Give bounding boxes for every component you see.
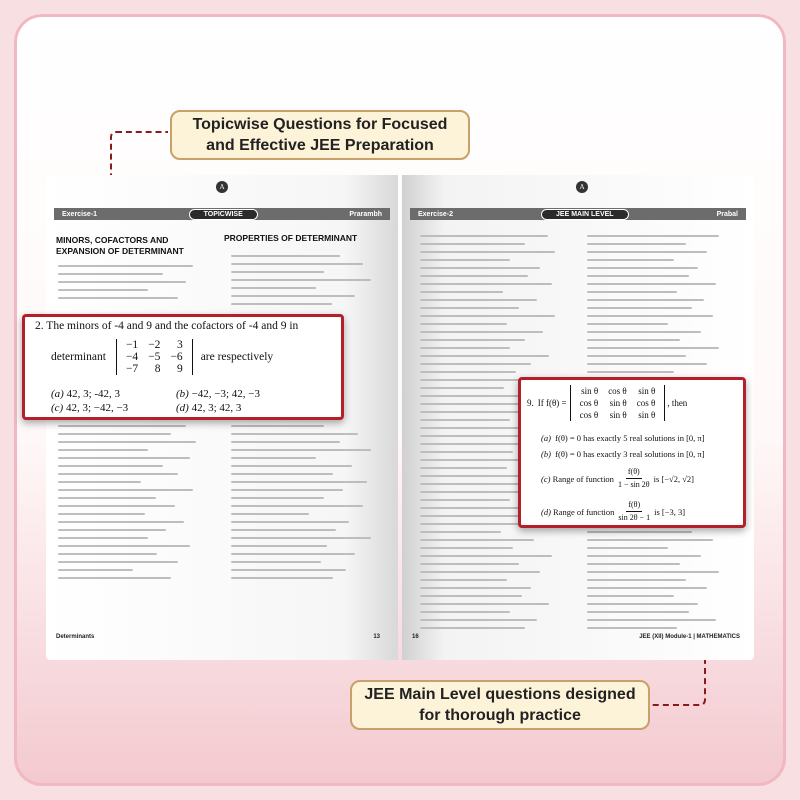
left-section-minors-line-2: EXPANSION OF DETERMINANT bbox=[56, 246, 184, 256]
question-9-zoom bbox=[518, 377, 746, 528]
matrix-cell: sin θ bbox=[638, 386, 656, 396]
left-page-number: 13 bbox=[373, 634, 380, 640]
right-band-right: Prabal bbox=[716, 210, 738, 218]
fraction-numerator: f(θ) bbox=[626, 499, 642, 512]
option-label: (a) bbox=[541, 433, 551, 443]
left-column-2-text bbox=[231, 255, 386, 311]
fraction-denominator: 1 − sin 2θ bbox=[617, 480, 650, 489]
option-text: 42, 3; -42, 3 bbox=[66, 388, 121, 400]
question-2-matrix bbox=[116, 339, 193, 375]
left-band-title: TOPICWISE bbox=[189, 209, 258, 220]
option-text: Range of function bbox=[553, 506, 615, 517]
matrix-cell: −4 bbox=[125, 351, 139, 363]
question-9-option bbox=[541, 448, 705, 460]
option-text: is [−3, 3] bbox=[654, 506, 686, 517]
question-2-stem: The minors of -4 and 9 and the cofactors of -4 and 9 in bbox=[46, 320, 299, 332]
left-column-1-text bbox=[58, 265, 208, 305]
matrix-cell: −5 bbox=[148, 351, 161, 363]
callout-jee-main-line-2: for thorough practice bbox=[419, 707, 581, 724]
question-9-tail: , then bbox=[667, 398, 688, 408]
question-9-matrix bbox=[570, 385, 666, 421]
callout-topicwise-line-2: and Effective JEE Preparation bbox=[206, 137, 434, 154]
option-text: Range of function bbox=[552, 473, 614, 484]
matrix-cell: sin θ bbox=[581, 386, 599, 396]
left-band-right: Prarambh bbox=[349, 210, 382, 218]
option-label: (c) bbox=[541, 473, 551, 484]
question-9-stem-line bbox=[527, 385, 687, 421]
right-exercise-label: Exercise-2 bbox=[418, 210, 454, 218]
fraction-denominator: sin 2θ − 1 bbox=[618, 513, 651, 522]
question-2-zoom bbox=[22, 314, 344, 420]
option-text: −42, −3; 42, −3 bbox=[191, 388, 260, 400]
question-2-determinant-line bbox=[51, 339, 273, 375]
question-2-tail: are respectively bbox=[200, 351, 274, 363]
question-2-option bbox=[176, 387, 260, 401]
callout-topicwise bbox=[170, 110, 470, 160]
left-exercise-label: Exercise-1 bbox=[62, 210, 98, 218]
right-band-title: JEE MAIN LEVEL bbox=[541, 209, 629, 220]
question-2-option bbox=[176, 401, 241, 415]
matrix-cell: cos θ bbox=[608, 386, 627, 396]
fraction bbox=[618, 466, 650, 491]
question-2-lead: determinant bbox=[51, 351, 106, 363]
left-footer-title: Determinants bbox=[56, 634, 95, 640]
left-exercise-band bbox=[54, 208, 390, 220]
brand-logo-icon: A bbox=[216, 181, 228, 193]
matrix-cell: −2 bbox=[148, 339, 161, 351]
option-label: (d) bbox=[541, 506, 551, 517]
matrix-cell: sin θ bbox=[609, 398, 627, 408]
left-section-minors bbox=[56, 235, 184, 257]
question-9-option bbox=[541, 432, 705, 444]
option-label: (b) bbox=[541, 449, 551, 459]
question-2-options bbox=[51, 387, 341, 415]
question-9-number: 9. bbox=[527, 398, 534, 408]
right-exercise-band bbox=[410, 208, 746, 220]
brand-logo-icon-right: A bbox=[576, 181, 588, 193]
right-footer-title: JEE (XII) Module-1 | MATHEMATICS bbox=[639, 634, 740, 640]
callout-topicwise-line-1: Topicwise Questions for Focused bbox=[192, 116, 448, 133]
option-label: (d) bbox=[176, 402, 189, 414]
matrix-cell: −1 bbox=[125, 339, 139, 351]
matrix-cell: 3 bbox=[176, 339, 183, 351]
question-9-lead: If f(θ) = bbox=[537, 398, 567, 408]
matrix-cell: −6 bbox=[170, 351, 183, 363]
right-page-number: 16 bbox=[412, 634, 419, 640]
matrix-cell: sin θ bbox=[609, 410, 627, 420]
option-text: 42, 3; 42, 3 bbox=[191, 402, 242, 414]
matrix-cell: cos θ bbox=[636, 398, 656, 408]
question-9-option bbox=[541, 466, 705, 491]
fraction-numerator: f(θ) bbox=[626, 466, 642, 479]
callout-jee-main bbox=[350, 680, 650, 730]
option-label: (b) bbox=[176, 388, 189, 400]
option-label: (c) bbox=[51, 402, 64, 414]
question-9-option bbox=[541, 499, 705, 524]
question-9-options bbox=[541, 432, 705, 524]
matrix-cell: −7 bbox=[125, 363, 139, 375]
matrix-cell: cos θ bbox=[579, 398, 599, 408]
left-column-1-text-lower bbox=[58, 425, 208, 585]
option-text: is [−√2, √2] bbox=[653, 473, 694, 484]
matrix-cell: 9 bbox=[176, 363, 183, 375]
option-text: 42, 3; −42, −3 bbox=[65, 402, 129, 414]
matrix-cell: cos θ bbox=[579, 410, 599, 420]
question-2-option bbox=[51, 401, 176, 415]
matrix-cell: sin θ bbox=[638, 410, 656, 420]
question-2-stem-line bbox=[35, 320, 298, 332]
left-section-properties: PROPERTIES OF DETERMINANT bbox=[224, 233, 358, 243]
option-text: f(θ) = 0 has exactly 5 real solutions in [0, π] bbox=[555, 433, 705, 443]
question-2-number: 2. bbox=[35, 320, 44, 332]
fraction bbox=[618, 499, 650, 524]
option-label: (a) bbox=[51, 388, 64, 400]
option-text: f(θ) = 0 has exactly 3 real solutions in [0, π] bbox=[555, 449, 705, 459]
question-2-option bbox=[51, 387, 176, 401]
matrix-cell: 8 bbox=[154, 363, 161, 375]
left-column-2-text-lower bbox=[231, 425, 386, 585]
callout-jee-main-line-1: JEE Main Level questions designed bbox=[364, 686, 636, 703]
left-section-minors-line-1: MINORS, COFACTORS AND bbox=[56, 235, 169, 245]
